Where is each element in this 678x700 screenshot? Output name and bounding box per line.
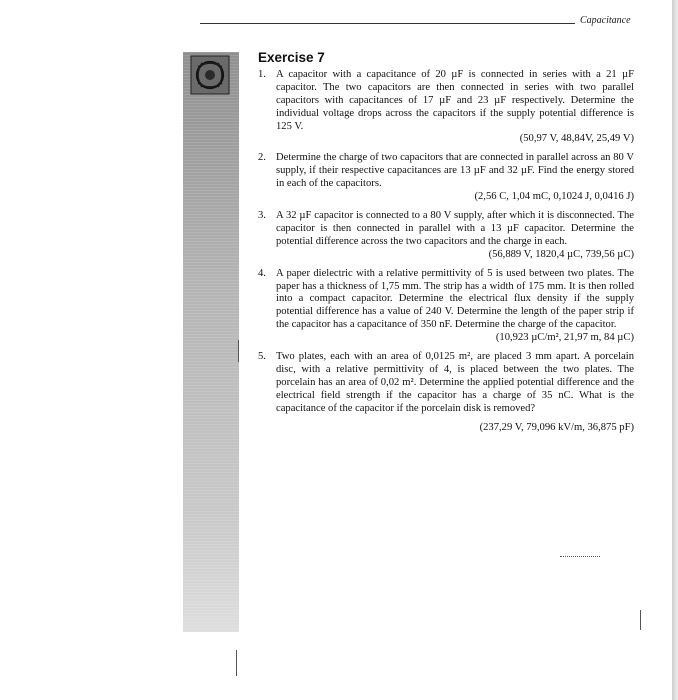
margin-pen-mark [640, 610, 641, 630]
item-number: 3. [258, 209, 266, 221]
item-answer: (10,923 µC/m², 21,97 m, 84 µC) [495, 332, 634, 344]
page-edge [672, 0, 678, 700]
running-header-title: Capacitance [580, 15, 631, 26]
item-number: 1. [258, 68, 266, 80]
item-number: 5. [258, 351, 266, 363]
item-answer: (50,97 V, 48,84V, 25,49 V) [519, 133, 634, 145]
exercise-item [258, 210, 634, 262]
exercise-item [258, 268, 634, 345]
chapter-emblem-icon [190, 55, 230, 95]
item-number: 2. [258, 152, 266, 164]
item-text: Two plates, each with an area of 0,0125 m², are placed 3 mm apart. A porcelain disc, with a relative permittivity of 4, is placed between the two plates. The porcelain has an area of 0,02 m². Determine the applied potential difference and the electrical field strength if the capacitor has a charge of 35 nC. What is the capacitance of the capacitor if the porcelain disk is removed? [276, 351, 634, 414]
exercise-item [258, 351, 634, 434]
margin-pen-mark [238, 340, 239, 362]
stray-pen-mark [560, 556, 600, 557]
item-text: Determine the charge of two capacitors that are connected in parallel across an 80 V supply, if their respective capacitances are 13 µF and 32 µF. Find the energy stored in each of the capacitors. [276, 152, 634, 190]
item-answer: (2,56 C, 1,04 mC, 0,1024 J, 0,0416 J) [474, 191, 634, 203]
item-text: A capacitor with a capacitance of 20 µF is connected in series with a 21 µF capacitor. The two capacitors are then connected in series with two parallel capacitors with capacitances of 17 µF and 23 µF respectively. Determine the individual voltage drops across the capacitors if the supply potential difference is 125 V. [276, 68, 634, 132]
item-answer: (237,29 V, 79,096 kV/m, 36,875 pF) [479, 421, 634, 433]
exercise-item [258, 152, 634, 204]
exercise-item [258, 69, 634, 146]
item-answer: (56,889 V, 1820,4 µC, 739,56 µC) [488, 248, 634, 260]
margin-pen-mark [236, 650, 237, 676]
item-number: 4. [258, 267, 266, 279]
exercise-title: Exercise 7 [258, 50, 325, 65]
exercise-content [258, 52, 634, 440]
header-rule [200, 23, 575, 24]
side-strip [183, 52, 239, 632]
item-text: A 32 µF capacitor is connected to a 80 V supply, after which it is disconnected. The capacitor is then connected in parallel with a 13 µF capacitor. Determine the potential difference across the two capacitors and the charge in each. [276, 209, 634, 247]
item-text: A paper dielectric with a relative permittivity of 5 is used between two plates. The paper has a thickness of 1,75 mm. The strip has a width of 175 mm. It is then rolled into a compact capacitor. Determine the electrical flux density if the supply potential difference has a value of 240 V. Determine the length of the paper strip if the capacitor has a capacitance of 350 nF. Determine the charge of the capacitor. [276, 267, 634, 331]
